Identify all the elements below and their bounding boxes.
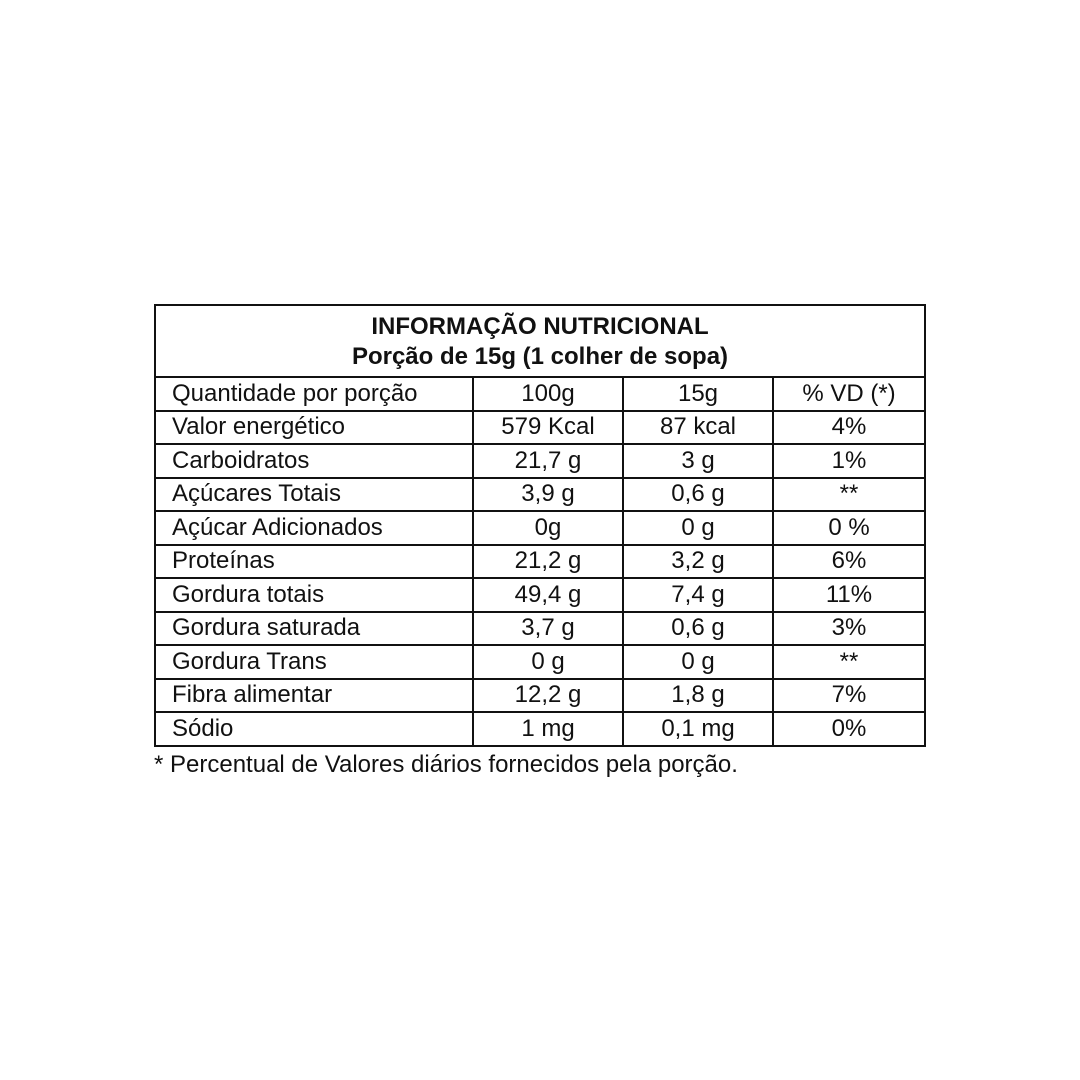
table-row — [155, 645, 925, 679]
value-per-100g: 3,9 g — [473, 478, 623, 512]
daily-value-percent: ** — [773, 645, 925, 679]
table-row — [155, 612, 925, 646]
column-header-label: Quantidade por porção — [155, 377, 473, 411]
table-row — [155, 411, 925, 445]
table-title: INFORMAÇÃO NUTRICIONAL — [371, 313, 709, 340]
column-header-100g: 100g — [473, 377, 623, 411]
nutrient-name: Gordura totais — [155, 578, 473, 612]
table-row — [155, 578, 925, 612]
value-per-100g: 21,7 g — [473, 444, 623, 478]
value-per-portion: 7,4 g — [623, 578, 773, 612]
nutrient-name: Fibra alimentar — [155, 679, 473, 713]
daily-value-percent: 0% — [773, 712, 925, 746]
nutrition-table — [154, 304, 926, 747]
daily-value-percent: ** — [773, 478, 925, 512]
column-header-row — [155, 377, 925, 411]
column-header-daily-value: % VD (*) — [773, 377, 925, 411]
nutrient-name: Carboidratos — [155, 444, 473, 478]
footnote: * Percentual de Valores diários fornecidos pela porção. — [154, 750, 738, 778]
value-per-portion: 1,8 g — [623, 679, 773, 713]
value-per-100g: 3,7 g — [473, 612, 623, 646]
portion-size: Porção de 15g (1 colher de sopa) — [351, 343, 729, 370]
nutrient-name: Gordura Trans — [155, 645, 473, 679]
value-per-100g: 579 Kcal — [473, 411, 623, 445]
table-row — [155, 444, 925, 478]
value-per-100g: 0g — [473, 511, 623, 545]
table-row — [155, 712, 925, 746]
value-per-portion: 0,6 g — [623, 478, 773, 512]
value-per-100g: 1 mg — [473, 712, 623, 746]
value-per-portion: 3 g — [623, 444, 773, 478]
table-row — [155, 511, 925, 545]
value-per-portion: 3,2 g — [623, 545, 773, 579]
daily-value-percent: 11% — [773, 578, 925, 612]
value-per-portion: 0,6 g — [623, 612, 773, 646]
daily-value-percent: 1% — [773, 444, 925, 478]
daily-value-percent: 3% — [773, 612, 925, 646]
table-title-row — [155, 305, 925, 377]
table-row — [155, 545, 925, 579]
nutrition-label — [154, 304, 924, 779]
value-per-portion: 0 g — [623, 511, 773, 545]
value-per-100g: 21,2 g — [473, 545, 623, 579]
nutrient-name: Açúcar Adicionados — [155, 511, 473, 545]
value-per-100g: 49,4 g — [473, 578, 623, 612]
daily-value-percent: 0 % — [773, 511, 925, 545]
value-per-100g: 12,2 g — [473, 679, 623, 713]
value-per-portion: 87 kcal — [623, 411, 773, 445]
daily-value-percent: 7% — [773, 679, 925, 713]
table-row — [155, 478, 925, 512]
nutrient-name: Gordura saturada — [155, 612, 473, 646]
column-header-portion: 15g — [623, 377, 773, 411]
nutrient-name: Sódio — [155, 712, 473, 746]
nutrient-name: Açúcares Totais — [155, 478, 473, 512]
table-header — [155, 305, 925, 377]
value-per-portion: 0,1 mg — [623, 712, 773, 746]
value-per-portion: 0 g — [623, 645, 773, 679]
daily-value-percent: 4% — [773, 411, 925, 445]
table-row — [155, 679, 925, 713]
daily-value-percent: 6% — [773, 545, 925, 579]
nutrient-name: Proteínas — [155, 545, 473, 579]
value-per-100g: 0 g — [473, 645, 623, 679]
nutrient-name: Valor energético — [155, 411, 473, 445]
